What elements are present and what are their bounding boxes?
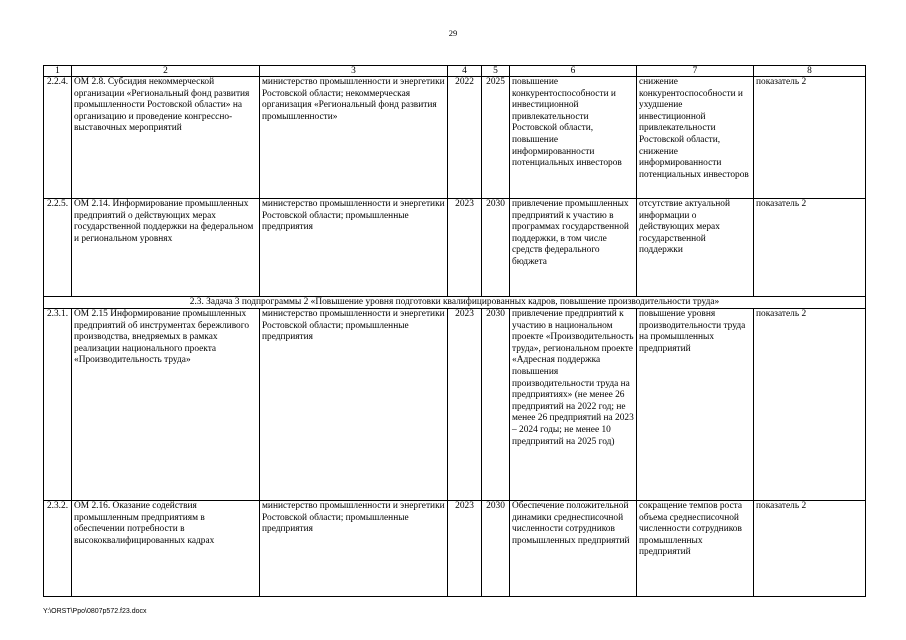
column-header: 7: [637, 66, 754, 77]
end-year: 2030: [482, 501, 510, 597]
indicator-link: показатель 2: [754, 77, 866, 199]
executor: министерство промышленности и энергетики Ростовской области; промышленные предприятия: [260, 309, 448, 501]
measures-table: [43, 65, 866, 597]
end-year: 2030: [482, 309, 510, 501]
column-header: 6: [510, 66, 637, 77]
column-header: 2: [72, 66, 260, 77]
end-year: 2030: [482, 199, 510, 297]
table-row: [44, 199, 866, 297]
event-name: ОМ 2.14. Информирование промышленных предприятий о действующих мерах государственной поддержки на федеральном и региональном уровнях: [72, 199, 260, 297]
column-header: 5: [482, 66, 510, 77]
event-name: ОМ 2.16. Оказание содействия промышленным предприятиям в обеспечении потребности в высококвалифицированных кадрах: [72, 501, 260, 597]
expected-result: привлечение предприятий к участию в национальном проекте «Производительность труда», региональном проекте «Адресная поддержка повышения производительности труда на предприятиях» (не менее 26 предприятий на 2022 год; не менее 26 предприятий на 2023 – 2024 годы; не менее 10 предприятий на 2025 год): [510, 309, 637, 501]
table-row: [44, 309, 866, 501]
expected-result: Обеспечение положительной динамики среднесписочной численности сотрудников промышленных предприятий: [510, 501, 637, 597]
row-number: 2.3.1.: [44, 309, 72, 501]
executor: министерство промышленности и энергетики Ростовской области; промышленные предприятия: [260, 199, 448, 297]
start-year: 2023: [448, 199, 482, 297]
task-title: 2.3. Задача 3 подпрограммы 2 «Повышение уровня подготовки квалифицированных кадров, повышение производительности труда»: [44, 297, 866, 309]
non-implementation-consequence: сокращение темпов роста объема среднесписочной численности сотрудников промышленных предприятий: [637, 501, 754, 597]
executor: министерство промышленности и энергетики Ростовской области; некоммерческая организация «Региональный фонд развития промышленности»: [260, 77, 448, 199]
non-implementation-consequence: отсутствие актуальной информации о действующих мерах государственной поддержки: [637, 199, 754, 297]
start-year: 2022: [448, 77, 482, 199]
row-number: 2.2.4.: [44, 77, 72, 199]
start-year: 2023: [448, 309, 482, 501]
end-year: 2025: [482, 77, 510, 199]
indicator-link: показатель 2: [754, 501, 866, 597]
event-name: ОМ 2.8. Субсидия некоммерческой организации «Региональный фонд развития промышленности Ростовской области» на организацию и проведение конгрессно-выставочных мероприятий: [72, 77, 260, 199]
column-header: 4: [448, 66, 482, 77]
document-file-path: Y:\ORST\Ppo\0807p572.f23.docx: [43, 608, 147, 615]
executor: министерство промышленности и энергетики Ростовской области; промышленные предприятия: [260, 501, 448, 597]
indicator-link: показатель 2: [754, 309, 866, 501]
start-year: 2023: [448, 501, 482, 597]
event-name: ОМ 2.15 Информирование промышленных предприятий об инструментах бережливого производства, внедряемых в рамках реализации национального проекта «Производительность труда»: [72, 309, 260, 501]
expected-result: повышение конкурентоспособности и инвестиционной привлекательности Ростовской области, повышение информированности потенциальных инвесторов: [510, 77, 637, 199]
row-number: 2.2.5.: [44, 199, 72, 297]
non-implementation-consequence: повышение уровня производительности труда на промышленных предприятий: [637, 309, 754, 501]
indicator-link: показатель 2: [754, 199, 866, 297]
non-implementation-consequence: снижение конкурентоспособности и ухудшение инвестиционной привлекательности Ростовской области, снижение информированности потенциальных инвесторов: [637, 77, 754, 199]
table-header-row: [44, 66, 866, 77]
task-row: [44, 297, 866, 309]
column-header: 3: [260, 66, 448, 77]
table-row: [44, 77, 866, 199]
column-header: 8: [754, 66, 866, 77]
column-header: 1: [44, 66, 72, 77]
expected-result: привлечение промышленных предприятий к участию в программах государственной поддержки, в том числе средств федерального бюджета: [510, 199, 637, 297]
row-number: 2.3.2.: [44, 501, 72, 597]
table-row: [44, 501, 866, 597]
page-number: 29: [448, 28, 458, 38]
